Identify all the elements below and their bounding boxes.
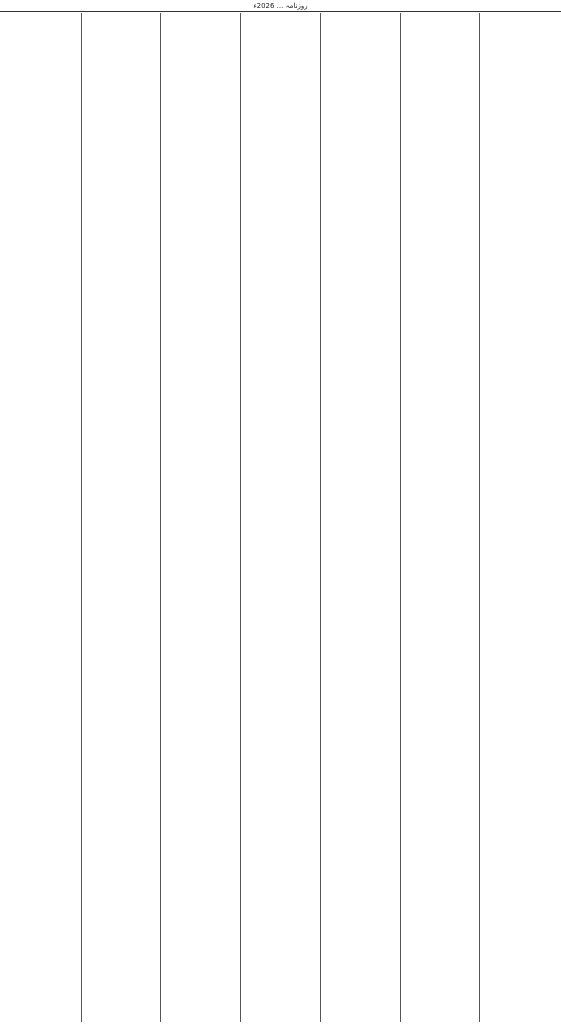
column-2 — [400, 13, 480, 1022]
header-text: روزنامہ ... 2026ء — [253, 1, 308, 10]
column-5 — [160, 13, 240, 1022]
column-6 — [81, 13, 161, 1022]
column-1 — [479, 13, 559, 1022]
column-4 — [240, 13, 320, 1022]
column-3 — [320, 13, 400, 1022]
column-7 — [2, 13, 81, 1022]
columns-container — [2, 13, 559, 1022]
page-header — [0, 0, 561, 12]
